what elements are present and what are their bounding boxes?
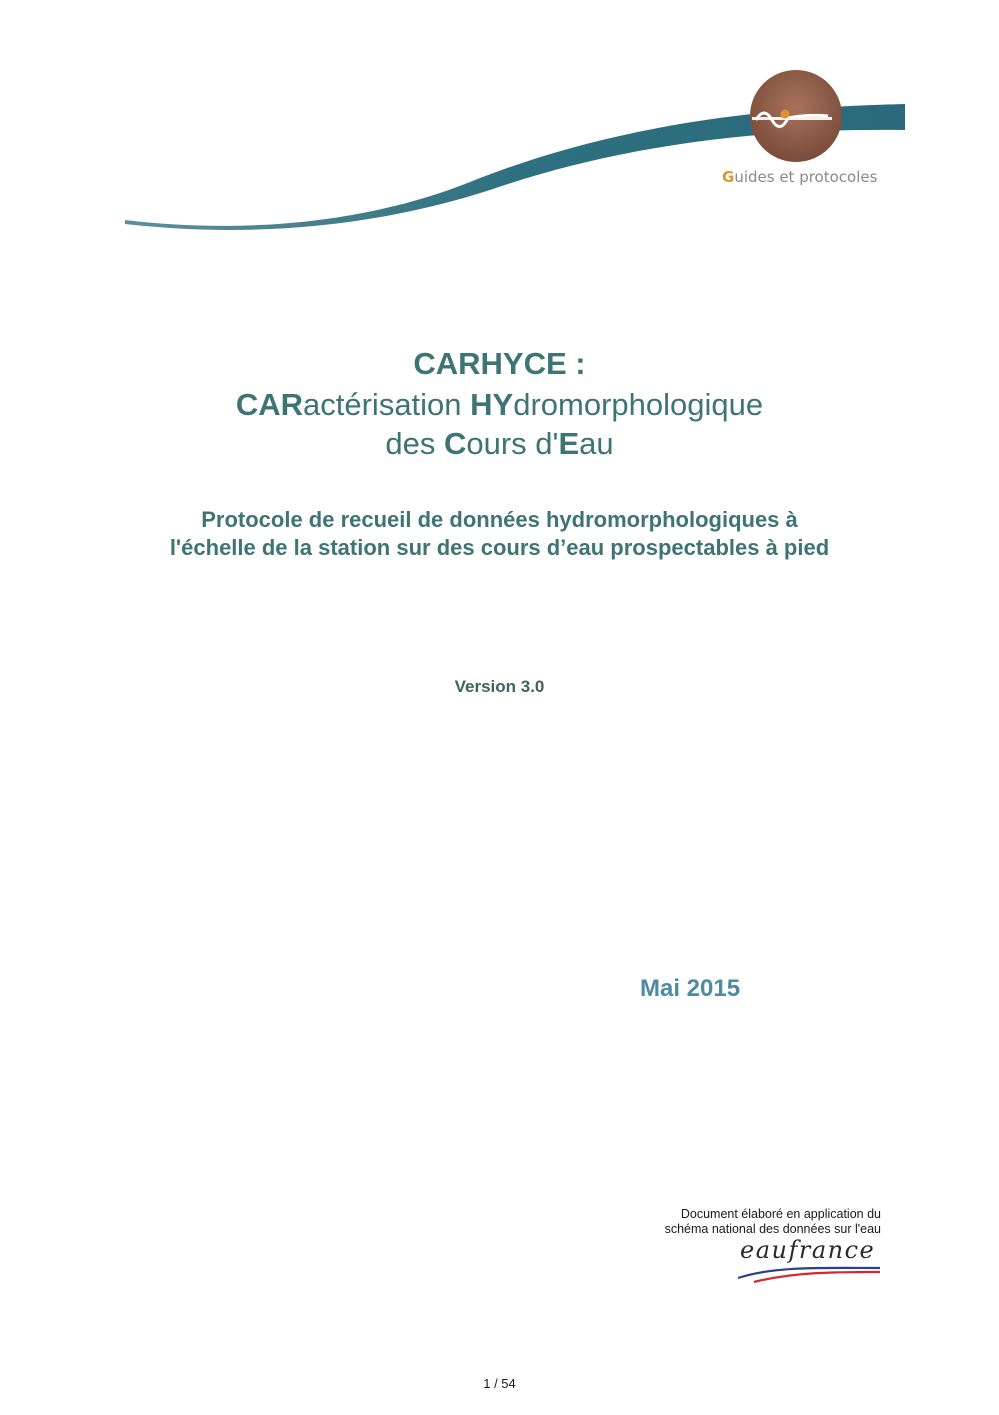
eaufrance-logo-text: eaufrance (740, 1236, 876, 1264)
document-title: CARHYCE : (413, 346, 586, 381)
version-label: Version 3.0 (454, 677, 545, 696)
title-line2-part: HY (470, 387, 514, 422)
title-line3-part: au (579, 426, 614, 461)
title-line3-part: ours d' (466, 426, 559, 461)
title-line-2 (0, 387, 999, 423)
title-line2-part: actérisation (303, 387, 471, 422)
credit-line-1: Document élaboré en application du (680, 1207, 881, 1221)
title-line2-part: dromorphologique (513, 387, 764, 422)
publication-date: Mai 2015 (640, 975, 741, 1002)
credit-line-2: schéma national des données sur l'eau (664, 1222, 881, 1236)
title-line-3 (0, 426, 999, 462)
title-line3-part: E (558, 426, 580, 461)
subtitle-line-1: Protocole de recueil de données hydromorphologiques à (201, 507, 798, 532)
title-line3-part: des (385, 426, 444, 461)
guides-et-protocoles-label: Guides et protocoles (722, 168, 878, 186)
title-line3-part: C (443, 426, 467, 461)
subtitle-line-2: l'échelle de la station sur des cours d’eau prospectables à pied (169, 535, 830, 560)
title-line2-part: CAR (235, 387, 304, 422)
header-swoosh-graphic (0, 0, 999, 260)
page-number: 1 / 54 (483, 1376, 516, 1391)
